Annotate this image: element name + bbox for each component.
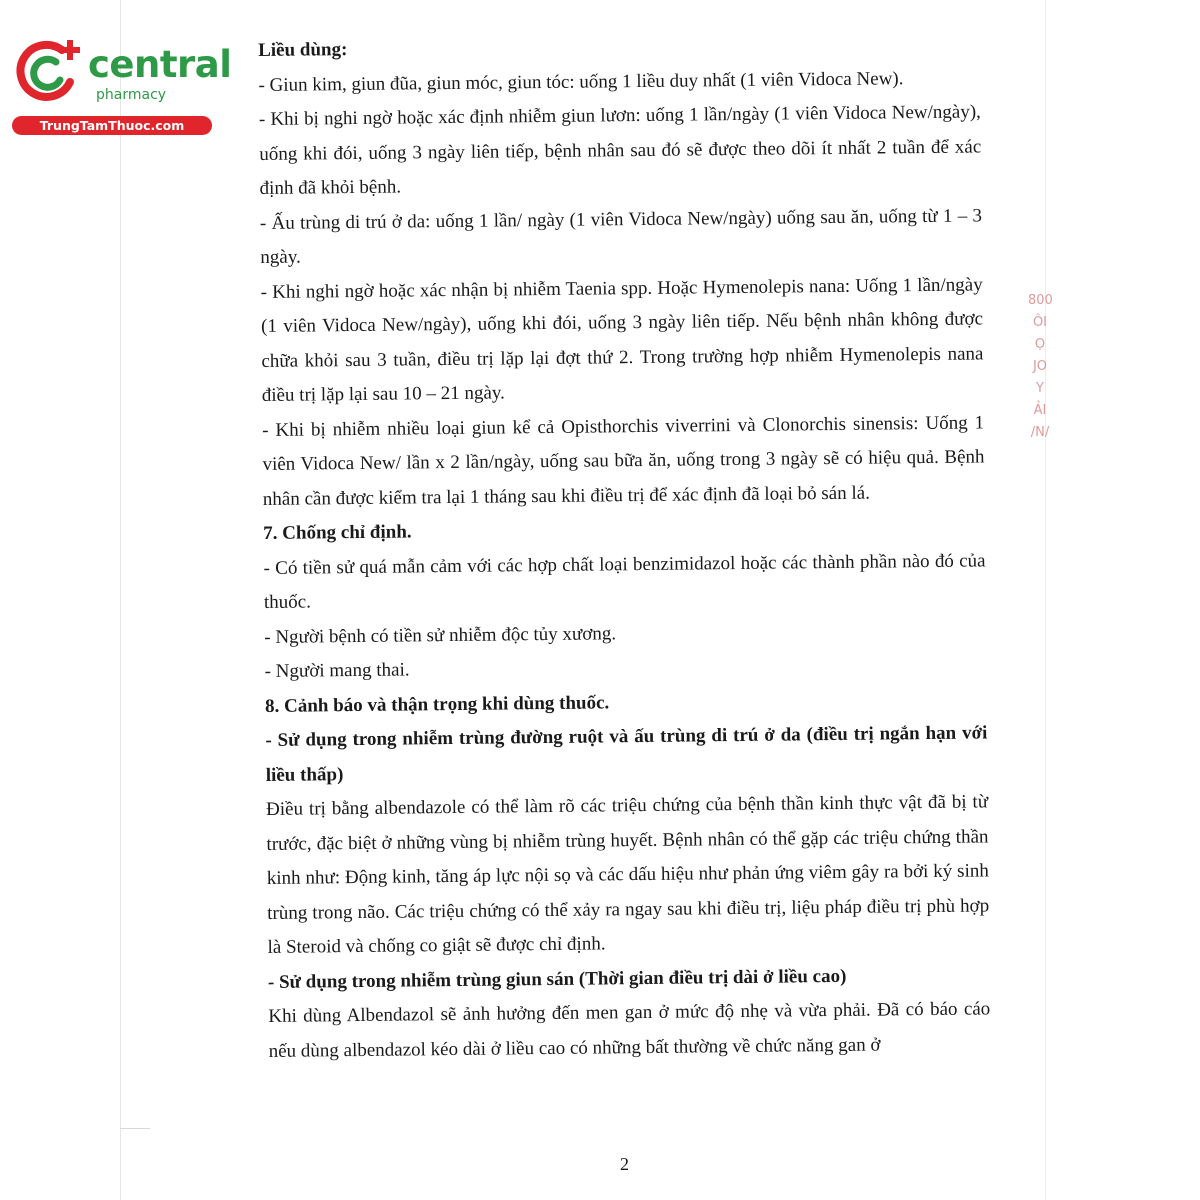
logo-brand-name: central <box>88 43 232 86</box>
contraindication-item: - Người bệnh có tiền sử nhiễm độc tủy xương. <box>264 622 617 648</box>
stamp-line: Y <box>1036 381 1044 396</box>
warning-subheading: - Sử dụng trong nhiễm trùng đường ruột và ấu trùng di trú ở da (điều trị ngắn hạn với liều thấp) <box>265 722 988 786</box>
red-stamp <box>1028 290 1052 450</box>
page-number: 2 <box>620 1154 629 1174</box>
scan-edge-left <box>120 0 121 1200</box>
dosage-item: - Giun kim, giun đũa, giun móc, giun tóc: uống 1 liều duy nhất (1 viên Vidoca New). <box>258 67 904 96</box>
dosage-item: - Khi bị nghi ngờ hoặc xác định nhiễm giun lươn: uống 1 lần/ngày (1 viên Vidoca New/ngày), uống khi đói, uống 3 ngày liên tiếp, bệnh nhân sau đó sẽ được theo dõi ít nhất 2 tuần để xác định đã khỏi bệnh. <box>258 101 982 199</box>
stamp-line: ẢI <box>1033 403 1047 418</box>
pharmacy-cross-icon <box>12 36 86 110</box>
document-body <box>258 26 991 1069</box>
dosage-item: - Khi bị nhiễm nhiều loại giun kể cả Opisthorchis viverrini và Clonorchis sinensis: Uống 1 viên Vidoca New/ lần x 2 lần/ngày, uống sau bữa ăn, uống trong 3 ngày sẽ có hiệu quả. Bệnh nhân cần được kiểm tra lại 1 tháng sau khi điều trị để xác định đã loại bỏ sán lá. <box>262 411 985 510</box>
stamp-line: 800 <box>1028 293 1053 308</box>
warning-heading: 8. Cảnh báo và thận trọng khi dùng thuốc. <box>264 691 610 717</box>
scan-edge-mark <box>120 1128 150 1129</box>
central-pharmacy-logo[interactable] <box>8 36 232 136</box>
stamp-line: Ọ <box>1034 337 1046 352</box>
scan-edge-right <box>1045 0 1046 1200</box>
contraindication-item: - Người mang thai. <box>264 659 410 682</box>
warning-subheading: - Sử dụng trong nhiễm trùng giun sán (Thời gian điều trị dài ở liều cao) <box>267 965 847 993</box>
contraindication-heading: 7. Chống chỉ định. <box>263 521 412 544</box>
dosage-heading: Liều dùng: <box>258 39 348 61</box>
warning-paragraph: Khi dùng Albendazol sẽ ảnh hưởng đến men gan ở mức độ nhẹ và vừa phải. Đã có báo cáo nếu dùng albendazol kéo dài ở liều cao có những bất thường về chức năng gan ở <box>268 998 991 1062</box>
stamp-line: ÔI <box>1032 315 1048 330</box>
dosage-item: - Ấu trùng di trú ở da: uống 1 lần/ ngày (1 viên Vidoca New/ngày) uống sau ăn, uống từ 1 – 3 ngày. <box>259 204 983 268</box>
stamp-line: /N/ <box>1030 425 1050 440</box>
contraindication-item: - Có tiền sử quá mẫn cảm với các hợp chất loại benzimidazol hoặc các thành phần nào đó của thuốc. <box>263 549 986 613</box>
logo-site-url: TrungTamThuoc.com <box>12 116 212 135</box>
stamp-line: JO <box>1032 359 1048 374</box>
warning-paragraph: Điều trị bằng albendazole có thể làm rõ các triệu chứng của bệnh thần kinh thực vật đã bị từ trước, đặc biệt ở những vùng bị nhiễm trùng huyết. Bệnh nhân có thể gặp các triệu chứng thần kinh như: Động kinh, tăng áp lực nội sọ và các dấu hiệu như phản ứng viêm gây ra bởi ký sinh trùng trong não. Các triệu chứng có thể xảy ra ngay sau khi điều trị, liệu pháp điều trị phù hợp là Steroid và chống co giật sẽ được chỉ định. <box>266 791 990 958</box>
dosage-item: - Khi nghi ngờ hoặc xác nhận bị nhiễm Taenia spp. Hoặc Hymenolepis nana: Uống 1 lần/ngày (1 viên Vidoca New/ngày), uống khi đói, uống 3 ngày liên tiếp. Nếu bệnh nhân không được chữa khỏi sau 3 tuần, điều trị lặp lại đợt thứ 2. Trong trường hợp nhiễm Hymenolepis nana điều trị lặp lại sau 10 – 21 ngày. <box>260 273 984 406</box>
logo-subtitle: pharmacy <box>96 87 167 103</box>
